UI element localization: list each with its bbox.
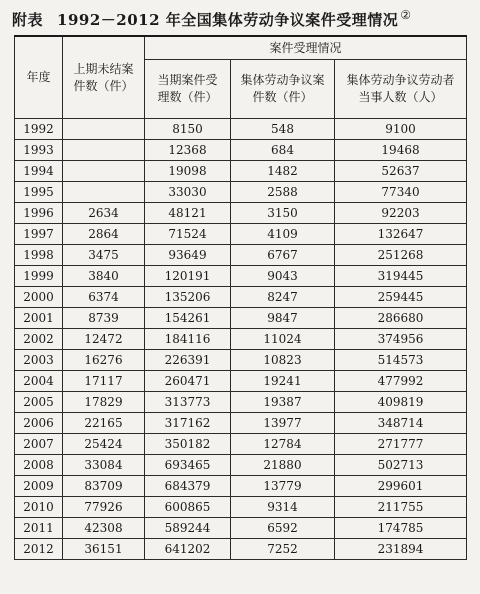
cell-year: 2010 (15, 497, 63, 518)
cell-collective: 9043 (231, 266, 335, 287)
table-row (15, 413, 467, 434)
table-row (15, 308, 467, 329)
cell-participants: 409819 (335, 392, 467, 413)
cell-collective: 684 (231, 140, 335, 161)
cell-year: 2001 (15, 308, 63, 329)
cell-participants: 502713 (335, 455, 467, 476)
cell-participants: 286680 (335, 308, 467, 329)
cell-participants: 514573 (335, 350, 467, 371)
header-prev-pending: 上期未结案件数（件） (63, 36, 145, 119)
table-row (15, 182, 467, 203)
cell-participants: 77340 (335, 182, 467, 203)
header-participants: 集体劳动争议劳动者当事人数（人） (335, 60, 467, 119)
header-case-group: 案件受理情况 (145, 36, 467, 60)
cell-prev: 22165 (63, 413, 145, 434)
cell-year: 1992 (15, 119, 63, 140)
cell-year: 2009 (15, 476, 63, 497)
cell-collective: 21880 (231, 455, 335, 476)
cell-collective: 9314 (231, 497, 335, 518)
cell-prev: 16276 (63, 350, 145, 371)
cell-prev: 6374 (63, 287, 145, 308)
cell-collective: 2588 (231, 182, 335, 203)
header-collective-cases: 集体劳动争议案件数（件） (231, 60, 335, 119)
cell-current: 317162 (145, 413, 231, 434)
cell-current: 693465 (145, 455, 231, 476)
cell-year: 2000 (15, 287, 63, 308)
cell-participants: 174785 (335, 518, 467, 539)
cell-current: 19098 (145, 161, 231, 182)
cell-collective: 8247 (231, 287, 335, 308)
cell-current: 12368 (145, 140, 231, 161)
cell-year: 2003 (15, 350, 63, 371)
table-row (15, 245, 467, 266)
cell-current: 184116 (145, 329, 231, 350)
table-row (15, 392, 467, 413)
cell-current: 71524 (145, 224, 231, 245)
cell-prev (63, 119, 145, 140)
table-row (15, 161, 467, 182)
cell-current: 48121 (145, 203, 231, 224)
dispute-table (14, 35, 467, 560)
cell-current: 93649 (145, 245, 231, 266)
cell-year: 2007 (15, 434, 63, 455)
cell-current: 684379 (145, 476, 231, 497)
cell-participants: 477992 (335, 371, 467, 392)
table-row (15, 350, 467, 371)
cell-participants: 299601 (335, 476, 467, 497)
cell-collective: 6592 (231, 518, 335, 539)
cell-year: 2006 (15, 413, 63, 434)
cell-prev: 77926 (63, 497, 145, 518)
cell-prev: 2634 (63, 203, 145, 224)
cell-collective: 13779 (231, 476, 335, 497)
cell-collective: 12784 (231, 434, 335, 455)
cell-collective: 19241 (231, 371, 335, 392)
cell-participants: 319445 (335, 266, 467, 287)
cell-participants: 251268 (335, 245, 467, 266)
cell-year: 1998 (15, 245, 63, 266)
header-current-cases: 当期案件受理数（件） (145, 60, 231, 119)
table-row (15, 287, 467, 308)
cell-participants: 259445 (335, 287, 467, 308)
cell-prev: 33084 (63, 455, 145, 476)
cell-participants: 92203 (335, 203, 467, 224)
cell-collective: 3150 (231, 203, 335, 224)
cell-current: 600865 (145, 497, 231, 518)
cell-prev: 36151 (63, 539, 145, 560)
title-prefix: 附表 (12, 11, 44, 29)
cell-year: 1993 (15, 140, 63, 161)
cell-year: 2004 (15, 371, 63, 392)
table-row (15, 224, 467, 245)
cell-current: 135206 (145, 287, 231, 308)
cell-current: 154261 (145, 308, 231, 329)
cell-current: 350182 (145, 434, 231, 455)
cell-prev: 8739 (63, 308, 145, 329)
cell-participants: 231894 (335, 539, 467, 560)
table-row (15, 140, 467, 161)
cell-prev: 3840 (63, 266, 145, 287)
cell-collective: 4109 (231, 224, 335, 245)
cell-year: 1996 (15, 203, 63, 224)
cell-collective: 6767 (231, 245, 335, 266)
table-row (15, 203, 467, 224)
cell-prev: 83709 (63, 476, 145, 497)
cell-participants: 374956 (335, 329, 467, 350)
cell-current: 120191 (145, 266, 231, 287)
cell-current: 226391 (145, 350, 231, 371)
cell-prev: 3475 (63, 245, 145, 266)
cell-collective: 19387 (231, 392, 335, 413)
cell-collective: 13977 (231, 413, 335, 434)
cell-participants: 9100 (335, 119, 467, 140)
table-row (15, 476, 467, 497)
cell-year: 1999 (15, 266, 63, 287)
table-row (15, 266, 467, 287)
table-title (12, 8, 472, 30)
table-row (15, 497, 467, 518)
cell-current: 641202 (145, 539, 231, 560)
cell-collective: 10823 (231, 350, 335, 371)
cell-prev: 42308 (63, 518, 145, 539)
header-year: 年度 (15, 36, 63, 119)
cell-year: 1994 (15, 161, 63, 182)
cell-prev: 17829 (63, 392, 145, 413)
cell-participants: 211755 (335, 497, 467, 518)
cell-collective: 11024 (231, 329, 335, 350)
cell-collective: 1482 (231, 161, 335, 182)
cell-year: 2008 (15, 455, 63, 476)
table-header (15, 36, 467, 119)
cell-year: 2011 (15, 518, 63, 539)
cell-participants: 19468 (335, 140, 467, 161)
cell-prev (63, 182, 145, 203)
cell-year: 2005 (15, 392, 63, 413)
cell-prev: 2864 (63, 224, 145, 245)
table-row (15, 518, 467, 539)
cell-current: 589244 (145, 518, 231, 539)
cell-current: 33030 (145, 182, 231, 203)
cell-participants: 132647 (335, 224, 467, 245)
cell-participants: 271777 (335, 434, 467, 455)
cell-year: 1997 (15, 224, 63, 245)
footnote-mark: ② (400, 8, 412, 22)
cell-collective: 9847 (231, 308, 335, 329)
cell-prev: 25424 (63, 434, 145, 455)
table-row (15, 119, 467, 140)
cell-prev: 17117 (63, 371, 145, 392)
table-row (15, 434, 467, 455)
cell-prev (63, 140, 145, 161)
title-text: 1992－2012 年全国集体劳动争议案件受理情况 (57, 11, 399, 29)
cell-collective: 7252 (231, 539, 335, 560)
cell-year: 2012 (15, 539, 63, 560)
cell-collective: 548 (231, 119, 335, 140)
cell-participants: 52637 (335, 161, 467, 182)
cell-participants: 348714 (335, 413, 467, 434)
table-body (15, 119, 467, 560)
table-row (15, 371, 467, 392)
cell-prev: 12472 (63, 329, 145, 350)
cell-current: 8150 (145, 119, 231, 140)
cell-year: 1995 (15, 182, 63, 203)
cell-current: 260471 (145, 371, 231, 392)
cell-prev (63, 161, 145, 182)
cell-current: 313773 (145, 392, 231, 413)
table-row (15, 329, 467, 350)
table-row (15, 539, 467, 560)
table-row (15, 455, 467, 476)
cell-year: 2002 (15, 329, 63, 350)
